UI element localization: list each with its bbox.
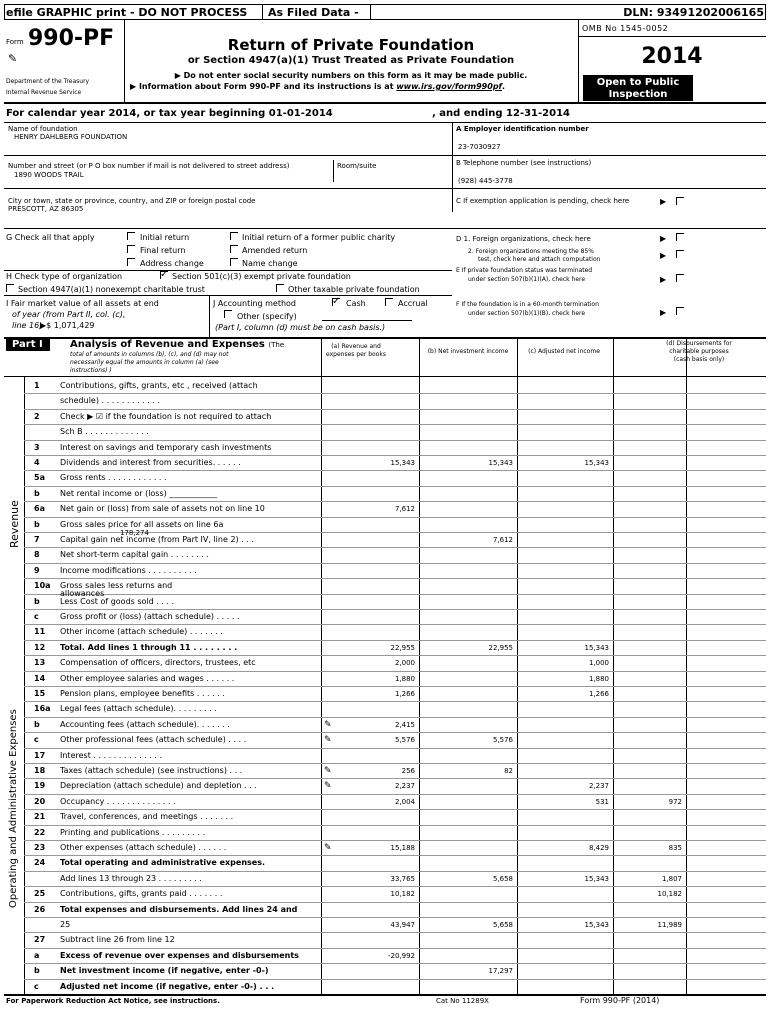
cell-a: 1,266 (394, 690, 415, 698)
h-other-taxable-label: Other taxable private foundation (288, 285, 420, 294)
address-change-label: Address change (140, 259, 204, 268)
col-end-divider (686, 338, 687, 994)
row-line (24, 871, 766, 872)
form-icon: ✎ (8, 52, 18, 65)
f-label-line1: F If the foundation is in a 60-month termination (456, 301, 599, 308)
row-line (24, 979, 766, 980)
line-number: b (34, 596, 40, 606)
line-number: c (34, 612, 39, 621)
line-label: Add lines 13 through 23 . . . . . . . . . (60, 873, 202, 883)
line-label: Total. Add lines 1 through 11 . . . . . . . . (60, 642, 238, 652)
cell-a: 10,182 (390, 890, 415, 899)
cell-b: 5,576 (492, 736, 513, 745)
line-number: 12 (34, 642, 46, 652)
line-number: 13 (34, 658, 46, 668)
cell-a: 2,415 (394, 720, 415, 729)
line-label: Capital gain net income (from Part IV, line 2) . . . (60, 535, 254, 544)
line-label: Gross sales price for all assets on line 6a (60, 519, 224, 529)
cell-b: 15,343 (488, 459, 513, 467)
line-number: 11 (34, 627, 46, 637)
row-line (24, 902, 766, 903)
i-label-line2: of year (from Part II, col. (c), (12, 310, 126, 319)
row-line (24, 840, 766, 841)
line-number: 8 (34, 550, 40, 560)
row-line (24, 732, 766, 733)
cell-a: 43,947 (390, 921, 415, 929)
line-number: 24 (34, 858, 46, 868)
cell-a: 5,576 (394, 736, 415, 745)
phone-label: B Telephone number (see instructions) (456, 159, 592, 167)
cell-c: 8,429 (588, 844, 609, 852)
col-c-header: (c) Adjusted net income (528, 348, 600, 355)
line-number: 10a (34, 581, 51, 591)
row-line (24, 517, 766, 518)
final-return-label: Final return (140, 246, 186, 255)
initial-former-label: Initial return of a former public charity (242, 233, 396, 242)
row-line (24, 547, 766, 548)
footer-form: Form 990-PF (2014) (580, 996, 660, 1005)
line-label: schedule) . . . . . . . . . . . . (60, 396, 161, 406)
j-other-label: Other (specify) (237, 312, 297, 321)
c-exemption-label: C If exemption application is pending, check here (456, 197, 630, 205)
j-label: J Accounting method (213, 299, 297, 308)
ein-label: A Employer identification number (456, 125, 589, 133)
part1-desc-line2: necessarily equal the amounts in column (a) (see (70, 359, 219, 366)
cell-b: 5,658 (492, 874, 513, 883)
j-cash-label: Cash (346, 299, 366, 308)
allowances-label: allowances (60, 589, 105, 599)
line-number: 18 (34, 766, 46, 775)
cell-d: 10,182 (657, 890, 682, 899)
j-cash-checkmark-icon: ✓ (332, 296, 341, 307)
f-label-line2: under section 507(b)(1)(B), check here (468, 310, 586, 317)
j-accrual-label: Accrual (398, 299, 428, 308)
line-label: Interest . . . . . . . . . . . . . . (60, 750, 163, 760)
cell-d: 972 (668, 797, 682, 806)
line-label: Total operating and administrative expenses. (60, 858, 265, 868)
line-label: Contributions, gifts, grants, etc , received (attach (60, 381, 258, 390)
form-prefix: Form (6, 38, 24, 46)
row-line (24, 825, 766, 826)
part1-title-tail: (The (268, 341, 285, 349)
row-line (24, 917, 766, 918)
d1-label: D 1. Foreign organizations, check here (456, 235, 591, 243)
cell-d: 11,989 (657, 921, 682, 929)
line-number: b (34, 488, 40, 498)
form-subtitle: or Section 4947(a)(1) Trust Treated as Private Foundation (187, 55, 515, 66)
line-label: 25 (60, 920, 71, 929)
cell-c: 531 (595, 797, 609, 806)
e-label-line2: under section 507(b)(1)(A), check here (468, 276, 586, 283)
j-cash-basis-note: (Part I, column (d) must be on cash basis.) (215, 323, 386, 332)
line-number: b (34, 519, 40, 529)
footer-cat-number: Cat No 11289X (436, 997, 489, 1005)
cell-c: 15,343 (584, 921, 609, 929)
row-line (24, 409, 766, 410)
line-label: Check ▶ ☑ if the foundation is not required to attach (60, 411, 272, 421)
line-label: Other income (attach schedule) . . . . . . . (60, 627, 223, 637)
cell-a: 2,004 (394, 797, 415, 806)
d2-arrow-icon: ▶ (660, 251, 667, 260)
open-public-line2: Inspection (608, 89, 668, 100)
line-label: Gross rents . . . . . . . . . . . . (60, 473, 167, 483)
foundation-name: HENRY DAHLBERG FOUNDATION (14, 133, 128, 141)
line-label: Gross sales less returns and (60, 581, 173, 591)
cell-a: 15,188 (390, 844, 415, 852)
line-label: Net investment income (if negative, enter -0-) (60, 966, 269, 976)
line-label: Net gain or (loss) from sale of assets not on line 10 (60, 504, 265, 514)
row-line (24, 455, 766, 456)
row-line (24, 701, 766, 702)
gross-sales-6b-value: 178,274 (120, 528, 149, 537)
h-4947-label: Section 4947(a)(1) nonexempt charitable trust (18, 285, 205, 294)
line-number: 25 (34, 889, 46, 899)
row-line (24, 932, 766, 933)
attachment-icon[interactable]: ✎ (324, 781, 332, 792)
line-label: Net short-term capital gain . . . . . . . . (60, 550, 209, 560)
line-label: Dividends and interest from securities. . . . . . (60, 458, 241, 467)
open-public-line1: Open to Public (596, 77, 680, 88)
line-number: 6a (34, 504, 45, 514)
col-a-header: (a) Revenue and expenses per books (326, 343, 386, 358)
street-value: 1890 WOODS TRAIL (14, 171, 84, 179)
row-line (24, 778, 766, 779)
cell-a: 15,343 (390, 459, 415, 467)
line-label: Income modifications . . . . . . . . . . (60, 565, 197, 575)
dept-irs: Internal Revenue Service (6, 89, 82, 96)
row-line (24, 624, 766, 625)
line-number: b (34, 719, 40, 729)
h-501c3-label: Section 501(c)(3) exempt private foundation (172, 272, 351, 281)
row-line (24, 948, 766, 949)
line-label: Compensation of officers, directors, trustees, etc (60, 658, 256, 668)
omb-number: OMB No 1545-0052 (582, 24, 669, 33)
line-number: 14 (34, 673, 46, 683)
part1-tag-text: Part I (12, 339, 43, 350)
row-line (24, 501, 766, 502)
line-label: Interest on savings and temporary cash investments (60, 442, 272, 452)
cell-c: 15,343 (584, 874, 609, 883)
line-label: Sch B . . . . . . . . . . . . . (60, 427, 149, 437)
line-label: Other professional fees (attach schedule) . . . . (60, 735, 247, 745)
as-filed-label: As Filed Data - (268, 6, 359, 19)
line-number: 2 (34, 411, 40, 421)
row-line (24, 640, 766, 641)
cell-c: 15,343 (584, 643, 609, 652)
cell-a: 22,955 (390, 643, 415, 652)
dept-treasury: Department of the Treasury (6, 78, 90, 85)
line-label: Pension plans, employee benefits . . . . . . (60, 689, 225, 698)
cell-b: 22,955 (488, 643, 513, 652)
h-501c3-checkmark-icon: ✓ (160, 269, 169, 280)
line-label: Depreciation (attach schedule) and depletion . . . (60, 781, 257, 791)
c-arrow-icon: ▶ (660, 197, 667, 206)
line-number: 20 (34, 796, 46, 806)
line-label: Subtract line 26 from line 12 (60, 935, 175, 945)
footer-paperwork: For Paperwork Reduction Act Notice, see instructions. (6, 997, 220, 1005)
row-line (24, 963, 766, 964)
attachment-icon[interactable]: ✎ (324, 843, 332, 853)
row-line (24, 717, 766, 718)
line-label: Other employee salaries and wages . . . . . . (60, 673, 235, 683)
cell-b: 7,612 (492, 536, 513, 544)
line-label: Contributions, gifts, grants paid . . . . . . . (60, 889, 223, 899)
cell-b: 5,658 (492, 921, 513, 929)
table-header-bottom-line (4, 376, 766, 377)
col-b-header: (b) Net investment income (427, 348, 509, 355)
name-change-label: Name change (242, 259, 298, 268)
g-label: G Check all that apply (6, 233, 95, 242)
i-label-line1: I Fair market value of all assets at end (6, 299, 159, 308)
street-label: Number and street (or P O box number if mail is not delivered to street address) (8, 162, 290, 170)
row-line (24, 393, 766, 394)
cell-a: 7,612 (394, 505, 415, 514)
line-label: Legal fees (attach schedule). . . . . . . . . (60, 704, 217, 714)
cell-a: 1,880 (394, 674, 415, 683)
line-number: 19 (34, 781, 46, 791)
line-label: Total expenses and disbursements. Add lines 24 and (60, 904, 298, 914)
line-label: Gross profit or (loss) (attach schedule) . . . . . (60, 612, 240, 621)
info-notice-text: ▶ Information about Form 990-PF and its instructions is at (130, 82, 394, 91)
line-number: 22 (34, 827, 46, 837)
row-line (24, 424, 766, 425)
col-b-divider (419, 338, 420, 994)
line-number: b (34, 966, 40, 976)
row-line (24, 655, 766, 656)
line-number: 5a (34, 473, 45, 483)
attachment-icon[interactable]: ✎ (324, 766, 332, 776)
part1-desc-line1: total of amounts in columns (b), (c), and (d) may not (70, 351, 229, 358)
cell-c: 1,000 (588, 659, 609, 668)
expenses-side-label: Operating and Administrative Expenses (8, 709, 19, 908)
cell-d: 1,807 (661, 874, 682, 883)
foundation-name-label: Name of foundation (8, 125, 78, 133)
attachment-icon[interactable]: ✎ (324, 719, 332, 730)
line-number: c (34, 981, 39, 991)
cell-a: 33,765 (390, 874, 415, 883)
line-label: Other expenses (attach schedule) . . . . . . (60, 843, 227, 852)
d2-label-line2: test, check here and attach computation (478, 256, 601, 263)
i-label-line3: line 16) (12, 321, 43, 330)
cell-c: 1,880 (588, 674, 609, 683)
h-label: H Check type of organization (6, 272, 123, 281)
row-line (24, 486, 766, 487)
cell-a: -20,992 (387, 951, 415, 960)
attachment-icon[interactable]: ✎ (324, 735, 332, 746)
line-number: 4 (34, 458, 40, 467)
d2-label-line1: 2. Foreign organizations meeting the 85% (468, 248, 594, 255)
row-line (24, 855, 766, 856)
line-number: c (34, 735, 39, 745)
phone-value: (928) 445-3778 (458, 177, 513, 185)
row-line (24, 671, 766, 672)
line-number: 17 (34, 750, 46, 760)
cell-c: 15,343 (584, 459, 609, 467)
dln-label: DLN: 93491202006165 (623, 6, 764, 19)
row-line (24, 809, 766, 810)
line-number: 15 (34, 689, 46, 698)
part1-title-text: Analysis of Revenue and Expenses (70, 339, 265, 350)
city-value: PRESCOTT, AZ 86305 (8, 205, 84, 213)
cell-c: 2,237 (588, 782, 609, 791)
line-label: Excess of revenue over expenses and disbursements (60, 950, 299, 960)
revenue-side-label: Revenue (8, 500, 21, 548)
ein-value: 23-7030927 (458, 143, 501, 151)
line-label: Taxes (attach schedule) (see instructions) . . . (60, 766, 243, 775)
e-arrow-icon: ▶ (660, 275, 667, 284)
line-label: Travel, conferences, and meetings . . . . . . . (60, 812, 234, 822)
line-number: 16a (34, 704, 51, 714)
cell-d: 835 (668, 844, 682, 852)
initial-return-label: Initial return (140, 233, 190, 242)
info-notice-end: . (502, 82, 506, 91)
city-label: City or town, state or province, country, and ZIP or foreign postal code (8, 197, 256, 205)
cell-a: 256 (401, 767, 415, 775)
cell-c: 1,266 (588, 690, 609, 698)
row-line (24, 609, 766, 610)
line-number: 1 (34, 381, 40, 390)
row-line (24, 440, 766, 441)
row-line (24, 470, 766, 471)
cell-a: 2,237 (394, 782, 415, 791)
tax-year-end: , and ending 12-31-2014 (432, 108, 570, 119)
row-line (24, 563, 766, 564)
line-number: 23 (34, 843, 46, 852)
line-number: 21 (34, 812, 46, 822)
line-number: a (34, 950, 40, 960)
cell-a: 2,000 (394, 659, 415, 668)
row-line (24, 748, 766, 749)
f-arrow-icon: ▶ (660, 308, 667, 317)
row-line (24, 594, 766, 595)
line-number: 3 (34, 442, 40, 452)
line-number: 26 (34, 904, 46, 914)
line-label: Accounting fees (attach schedule). . . . . . . (60, 719, 230, 729)
line-label: Occupancy . . . . . . . . . . . . . . (60, 796, 176, 806)
row-line (24, 686, 766, 687)
line-label: Adjusted net income (if negative, enter -0-) . . . (60, 981, 275, 991)
ssn-notice: ▶ Do not enter social security numbers on this form as it may be made public. (174, 71, 528, 80)
info-url-link[interactable]: www.irs.gov/form990pf (396, 82, 503, 91)
line-label: Printing and publications . . . . . . . . . (60, 827, 206, 837)
line-number: 9 (34, 565, 40, 575)
tax-year: 2014 (641, 44, 703, 69)
line-label: Less Cost of goods sold . . . . (60, 596, 175, 606)
cell-b: 17,297 (488, 967, 513, 976)
amended-return-label: Amended return (242, 246, 308, 255)
cell-b: 82 (504, 767, 513, 775)
col-d-header: (d) Disbursements for charitable purposes (cash basis only) (666, 340, 732, 363)
d1-arrow-icon: ▶ (660, 234, 667, 243)
line-number: 7 (34, 535, 40, 544)
row-line (24, 886, 766, 887)
part1-desc-line3: instructions) ) (70, 367, 112, 374)
row-line (24, 763, 766, 764)
efile-label: efile GRAPHIC print - DO NOT PROCESS (6, 6, 248, 19)
line-label: Net rental income or (loss) ____________ (60, 488, 218, 498)
e-label-line1: E If private foundation status was terminated (456, 267, 593, 274)
tax-year-begin: For calendar year 2014, or tax year beginning 01-01-2014 (6, 108, 333, 119)
room-label: Room/suite (337, 162, 377, 170)
form-title: Return of Private Foundation (227, 36, 475, 54)
i-fmv-value: ▶$ 1,071,429 (40, 321, 95, 330)
form-number: 990-PF (28, 26, 115, 51)
row-line (24, 578, 766, 579)
row-line (24, 794, 766, 795)
line-number: 27 (34, 935, 46, 945)
